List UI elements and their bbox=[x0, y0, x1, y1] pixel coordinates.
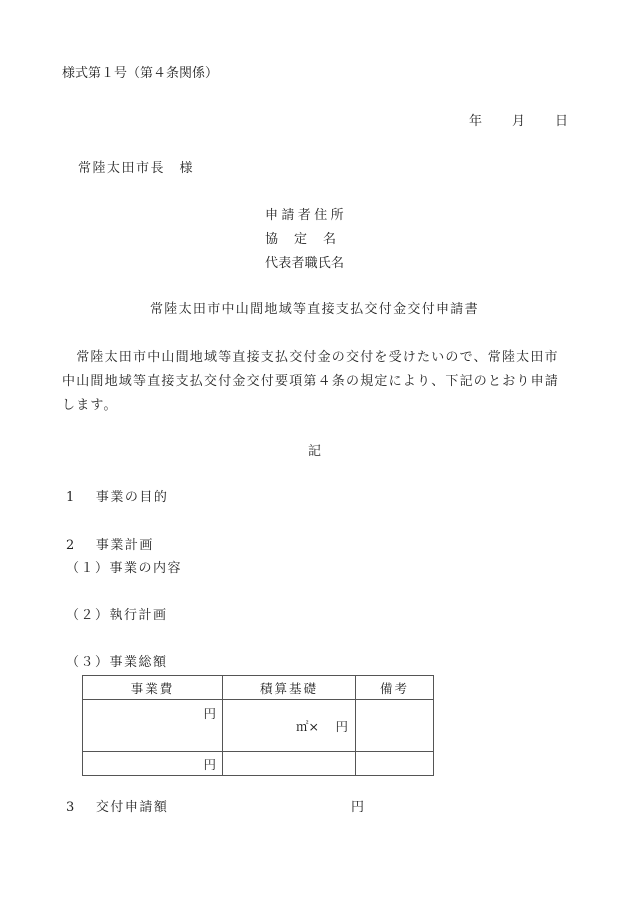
section-2-plan: 2 事業計画 bbox=[66, 538, 154, 553]
section-1-purpose: 1 事業の目的 bbox=[66, 490, 169, 505]
table-header-row bbox=[83, 676, 434, 700]
remarks-cell[interactable] bbox=[356, 752, 434, 776]
body-paragraph bbox=[62, 346, 582, 418]
section-2-3-total: （３）事業総額 bbox=[66, 655, 168, 670]
representative-label: 代表者職氏名 bbox=[265, 256, 345, 271]
table-row bbox=[83, 700, 434, 752]
association-name-label: 協 定 名 bbox=[265, 232, 338, 247]
table-row bbox=[83, 752, 434, 776]
grant-amount-unit: 円 bbox=[351, 800, 365, 815]
project-cost-table bbox=[82, 675, 434, 776]
header-remarks: 備考 bbox=[356, 676, 434, 700]
section-3-grant-amount: 3 交付申請額 bbox=[66, 800, 169, 815]
header-project-cost: 事業費 bbox=[83, 676, 223, 700]
remarks-cell[interactable] bbox=[356, 700, 434, 752]
cost-cell[interactable]: 円 bbox=[83, 752, 223, 776]
body-line: します。 bbox=[62, 398, 118, 413]
date-year-label: 年 bbox=[469, 114, 483, 129]
date-day-label: 日 bbox=[555, 114, 569, 129]
basis-cell[interactable] bbox=[223, 752, 356, 776]
section-2-1-content: （１）事業の内容 bbox=[66, 561, 183, 576]
header-calculation-basis: 積算基礎 bbox=[223, 676, 356, 700]
document-title: 常陸太田市中山間地域等直接支払交付金交付申請書 bbox=[150, 302, 479, 317]
cost-cell[interactable]: 円 bbox=[83, 700, 223, 752]
form-number: 様式第１号（第４条関係） bbox=[62, 66, 219, 81]
applicant-address-label: 申請者住所 bbox=[265, 208, 348, 223]
basis-cell[interactable]: ㎡× 円 bbox=[223, 700, 356, 752]
section-2-2-schedule: （２）執行計画 bbox=[66, 608, 168, 623]
date-month-label: 月 bbox=[512, 114, 526, 129]
body-line: 常陸太田市中山間地域等直接支払交付金の交付を受けたいので、常陸太田市 bbox=[62, 350, 559, 365]
body-line: 中山間地域等直接支払交付金交付要項第４条の規定により、下記のとおり申請 bbox=[62, 374, 560, 389]
addressee: 常陸太田市長 様 bbox=[78, 161, 195, 176]
ki-heading: 記 bbox=[308, 444, 322, 459]
